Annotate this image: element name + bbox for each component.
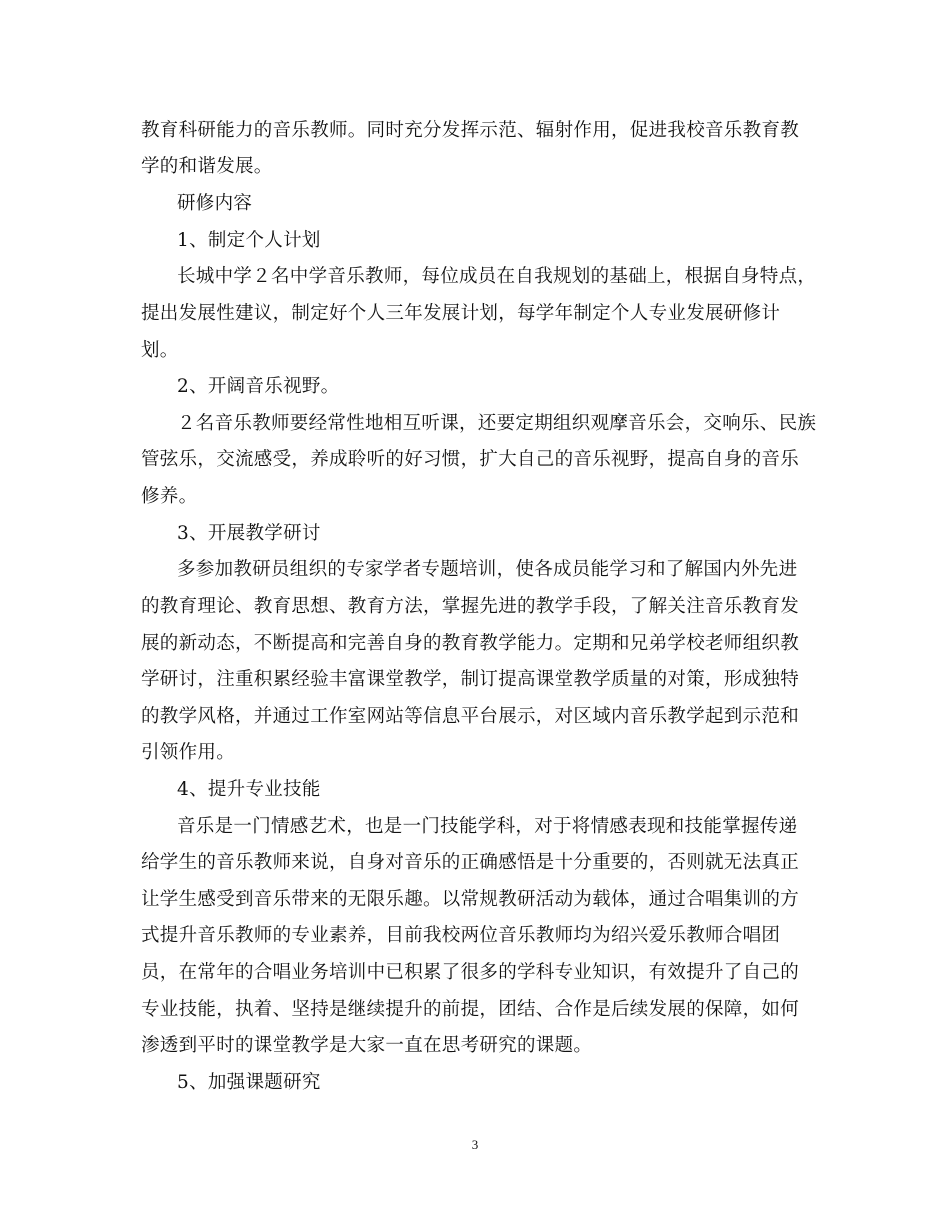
paragraph-line: 修养。	[141, 486, 198, 507]
paragraph-line: 音乐是一门情感艺术，也是一门技能学科，对于将情感表现和技能掌握传递	[177, 816, 798, 837]
section-heading: 研修内容	[177, 193, 253, 214]
paragraph-line: 长城中学２名中学音乐教师，每位成员在自我规划的基础上，根据自身特点，	[177, 266, 817, 287]
paragraph-line: 专业技能，执着、坚持是继续提升的前提，团结、合作是后续发展的保障，如何	[141, 999, 800, 1020]
paragraph-line: 多参加教研员组织的专家学者专题培训，使各成员能学习和了解国内外先进	[177, 559, 798, 580]
paragraph-line: 学研讨，注重积累经验丰富课堂教学，制订提高课堂教学质量的对策，形成独特	[141, 669, 800, 690]
paragraph-line: 渗透到平时的课堂教学是大家一直在思考研究的课题。	[141, 1035, 593, 1056]
paragraph-line: 让学生感受到音乐带来的无限乐趣。以常规教研活动为载体，通过合唱集训的方	[141, 889, 800, 910]
paragraph-line: 的教学风格，并通过工作室网站等信息平台展示，对区域内音乐教学起到示范和	[141, 706, 800, 727]
paragraph-line: ２名音乐教师要经常性地相互听课，还要定期组织观摩音乐会，交响乐、民族	[177, 413, 817, 434]
paragraph-line: 的教育理论、教育思想、教育方法，掌握先进的教学手段，了解关注音乐教育发	[141, 596, 800, 617]
section-heading: 1、制定个人计划	[177, 230, 321, 251]
page-number: 3	[471, 1137, 479, 1152]
paragraph-line: 式提升音乐教师的专业素养，目前我校两位音乐教师均为绍兴爱乐教师合唱团	[141, 925, 781, 946]
section-heading: 2、开阔音乐视野。	[177, 376, 340, 397]
section-heading: 5、加强课题研究	[177, 1072, 321, 1093]
paragraph-line: 教育科研能力的音乐教师。同时充分发挥示范、辐射作用，促进我校音乐教育教	[141, 120, 800, 141]
paragraph-line: 提出发展性建议，制定好个人三年发展计划，每学年制定个人专业发展研修计	[141, 303, 781, 324]
paragraph-line: 引领作用。	[141, 742, 236, 763]
paragraph-line: 划。	[141, 340, 179, 361]
paragraph-line: 管弦乐，交流感受，养成聆听的好习惯，扩大自己的音乐视野，提高自身的音乐	[141, 449, 800, 470]
paragraph-line: 给学生的音乐教师来说，自身对音乐的正确感悟是十分重要的，否则就无法真正	[141, 852, 800, 873]
paragraph-line: 学的和谐发展。	[141, 156, 273, 177]
paragraph-line: 展的新动态，不断提高和完善自身的教育教学能力。定期和兄弟学校老师组织教	[141, 633, 800, 654]
paragraph-line: 员，在常年的合唱业务培训中已积累了很多的学科专业知识，有效提升了自己的	[141, 962, 800, 983]
section-heading: 4、提升专业技能	[177, 779, 321, 800]
section-heading: 3、开展教学研讨	[177, 523, 321, 544]
